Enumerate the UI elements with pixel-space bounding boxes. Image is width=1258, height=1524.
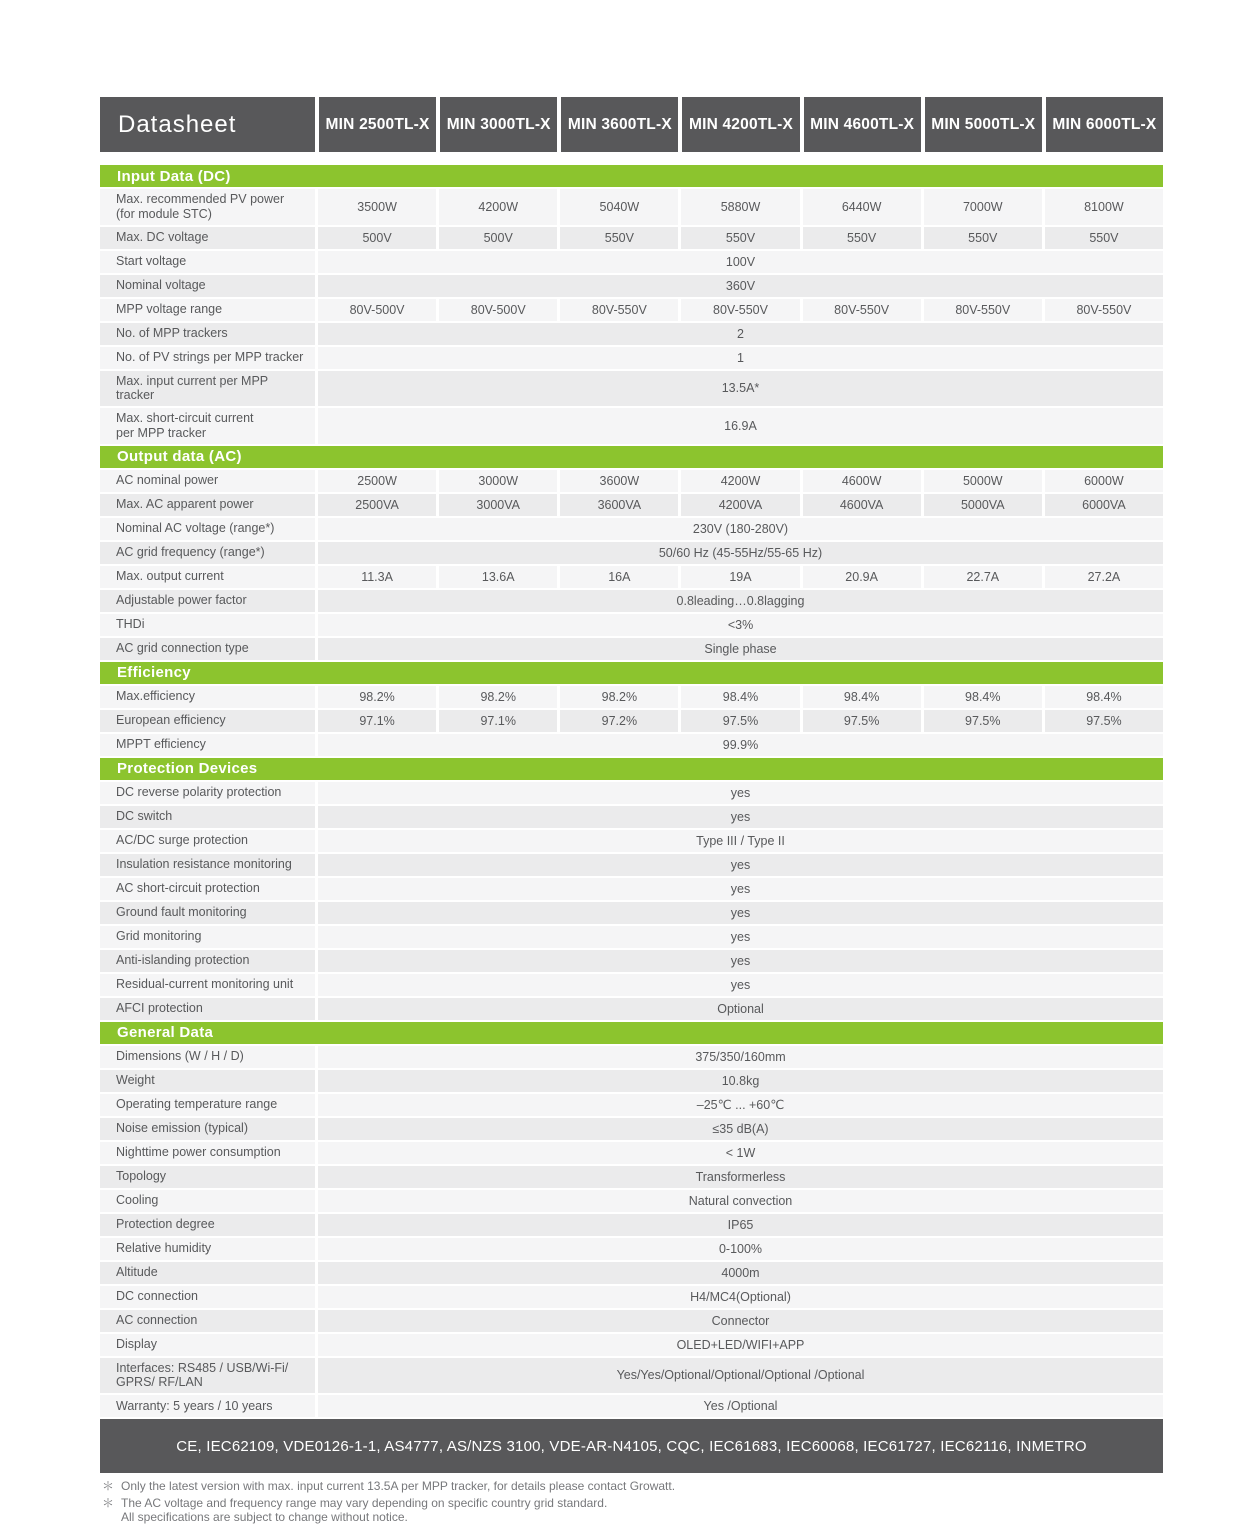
- spec-row: [100, 542, 1163, 564]
- span-value: OLED+LED/WIFI+APP: [318, 1334, 1163, 1356]
- spec-row: [100, 371, 1163, 407]
- row-label: [100, 1238, 315, 1260]
- spec-table: [100, 97, 1163, 1473]
- row-label-line: AFCI protection: [116, 1001, 203, 1016]
- footnote: [102, 1497, 1163, 1524]
- value-cell: 5040W: [560, 189, 678, 225]
- row-label: [100, 998, 315, 1020]
- model-header: MIN 3600TL-X: [561, 97, 678, 152]
- row-label: [100, 1190, 315, 1212]
- row-label-line: Residual-current monitoring unit: [116, 977, 294, 992]
- span-value: 99.9%: [318, 734, 1163, 756]
- row-label-line: No. of MPP trackers: [116, 326, 228, 341]
- row-label-line: Warranty: 5 years / 10 years: [116, 1398, 273, 1413]
- section-title: Protection Devices: [117, 760, 258, 777]
- row-label-line: Relative humidity: [116, 1241, 212, 1256]
- spec-row: [100, 830, 1163, 852]
- span-value: <3%: [318, 614, 1163, 636]
- value-cell: 7000W: [924, 189, 1042, 225]
- spec-row: [100, 1214, 1163, 1236]
- value-cell: 80V-550V: [803, 299, 921, 321]
- row-label: [100, 614, 315, 636]
- value-cell: 6440W: [803, 189, 921, 225]
- row-label-line: AC connection: [116, 1313, 198, 1328]
- value-cell: 97.5%: [924, 710, 1042, 732]
- section-header: [100, 662, 1163, 684]
- spec-row: [100, 251, 1163, 273]
- value-cell: 97.1%: [318, 710, 436, 732]
- value-cell: 550V: [681, 227, 799, 249]
- spec-row: [100, 710, 1163, 732]
- span-value: Connector: [318, 1310, 1163, 1332]
- row-label-line: Max.efficiency: [116, 689, 195, 704]
- row-label: [100, 686, 315, 708]
- row-label: [100, 806, 315, 828]
- row-values: [318, 686, 1163, 708]
- span-value: –25℃ ... +60℃: [318, 1094, 1163, 1116]
- value-cell: 2500W: [318, 470, 436, 492]
- value-cell: 550V: [924, 227, 1042, 249]
- span-value: Yes/Yes/Optional/Optional/Optional /Optional: [318, 1358, 1163, 1394]
- value-cell: 98.4%: [681, 686, 799, 708]
- spec-row: [100, 1166, 1163, 1188]
- row-label: [100, 590, 315, 612]
- row-label: [100, 638, 315, 660]
- row-label: [100, 470, 315, 492]
- row-label: [100, 227, 315, 249]
- row-label-line: Start voltage: [116, 254, 187, 269]
- value-cell: 97.1%: [439, 710, 557, 732]
- row-label: [100, 710, 315, 732]
- row-label: [100, 371, 315, 407]
- value-cell: 27.2A: [1045, 566, 1163, 588]
- value-cell: 4200VA: [681, 494, 799, 516]
- value-cell: 3000VA: [439, 494, 557, 516]
- row-label-line: Operating temperature range: [116, 1097, 278, 1112]
- row-label-line2: per MPP tracker: [116, 425, 207, 440]
- footnote-marker: ＊: [102, 1496, 115, 1511]
- span-value: 0-100%: [318, 1238, 1163, 1260]
- row-label: [100, 1334, 315, 1356]
- value-cell: 98.4%: [803, 686, 921, 708]
- section-title: Efficiency: [117, 664, 191, 681]
- span-value: yes: [318, 950, 1163, 972]
- value-cell: 80V-550V: [924, 299, 1042, 321]
- span-value: yes: [318, 974, 1163, 996]
- row-label: [100, 1166, 315, 1188]
- footnote-text: The AC voltage and frequency range may vary depending on specific country grid standard. All specifications are subject to change without notice.: [121, 1496, 608, 1524]
- row-label: [100, 1094, 315, 1116]
- footnote-text: Only the latest version with max. input current 13.5A per MPP tracker, for details please contact Growatt.: [121, 1479, 676, 1493]
- model-header: MIN 3000TL-X: [440, 97, 557, 152]
- row-values: [318, 227, 1163, 249]
- model-header: MIN 4200TL-X: [682, 97, 799, 152]
- spec-row: [100, 806, 1163, 828]
- span-value: yes: [318, 806, 1163, 828]
- row-label: [100, 566, 315, 588]
- value-cell: 6000VA: [1045, 494, 1163, 516]
- row-label: [100, 854, 315, 876]
- value-cell: 550V: [803, 227, 921, 249]
- spec-row: [100, 1190, 1163, 1212]
- value-cell: 500V: [318, 227, 436, 249]
- row-label: [100, 902, 315, 924]
- value-cell: 6000W: [1045, 470, 1163, 492]
- value-cell: 98.4%: [1045, 686, 1163, 708]
- row-label-line: Max. DC voltage: [116, 230, 209, 245]
- value-cell: 3500W: [318, 189, 436, 225]
- footnote: [102, 1480, 1163, 1493]
- span-value: 1: [318, 347, 1163, 369]
- row-label-line: AC/DC surge protection: [116, 833, 249, 848]
- row-label-line: Max. output current: [116, 569, 224, 584]
- row-label-line: Weight: [116, 1073, 155, 1088]
- value-cell: 2500VA: [318, 494, 436, 516]
- spec-row: [100, 614, 1163, 636]
- datasheet-title: Datasheet: [100, 97, 315, 152]
- value-cell: 5880W: [681, 189, 799, 225]
- section-header: [100, 446, 1163, 468]
- row-label: [100, 1142, 315, 1164]
- row-label-line2: GPRS/ RF/LAN: [116, 1375, 203, 1390]
- spec-row: [100, 974, 1163, 996]
- row-label-line: No. of PV strings per MPP tracker: [116, 350, 304, 365]
- spec-row: [100, 1358, 1163, 1394]
- value-cell: 97.5%: [681, 710, 799, 732]
- value-cell: 5000W: [924, 470, 1042, 492]
- row-label-line: MPP voltage range: [116, 302, 223, 317]
- model-header: MIN 6000TL-X: [1046, 97, 1163, 152]
- span-value: 2: [318, 323, 1163, 345]
- spec-row: [100, 227, 1163, 249]
- row-label-line: Ground fault monitoring: [116, 905, 247, 920]
- value-cell: 80V-500V: [439, 299, 557, 321]
- value-cell: 3600W: [560, 470, 678, 492]
- row-label: [100, 1310, 315, 1332]
- value-cell: 97.5%: [803, 710, 921, 732]
- row-label: [100, 1214, 315, 1236]
- spec-row: [100, 1238, 1163, 1260]
- row-values: [318, 299, 1163, 321]
- value-cell: 98.2%: [318, 686, 436, 708]
- span-value: Optional: [318, 998, 1163, 1020]
- spec-row: [100, 590, 1163, 612]
- spec-row: [100, 878, 1163, 900]
- value-cell: 80V-500V: [318, 299, 436, 321]
- row-values: [318, 494, 1163, 516]
- spec-row: [100, 998, 1163, 1020]
- section-title: General Data: [117, 1024, 214, 1041]
- spec-row: [100, 518, 1163, 540]
- row-label-line: AC nominal power: [116, 473, 219, 488]
- spec-row: [100, 1118, 1163, 1140]
- row-label-line: DC connection: [116, 1289, 198, 1304]
- span-value: < 1W: [318, 1142, 1163, 1164]
- row-label-line: Max. recommended PV power: [116, 192, 285, 206]
- span-value: 360V: [318, 275, 1163, 297]
- row-values: [318, 710, 1163, 732]
- row-label: [100, 1358, 315, 1394]
- spec-row: [100, 566, 1163, 588]
- spec-row: [100, 1286, 1163, 1308]
- spec-row: [100, 470, 1163, 492]
- spec-row: [100, 347, 1163, 369]
- row-label-line: Anti-islanding protection: [116, 953, 250, 968]
- row-label-line: Noise emission (typical): [116, 1121, 248, 1136]
- section-title: Input Data (DC): [117, 167, 231, 185]
- spec-row: [100, 494, 1163, 516]
- value-cell: 16A: [560, 566, 678, 588]
- row-label: [100, 1262, 315, 1284]
- span-value: Transformerless: [318, 1166, 1163, 1188]
- value-cell: 20.9A: [803, 566, 921, 588]
- row-label: [100, 1070, 315, 1092]
- row-label-line: Dimensions (W / H / D): [116, 1049, 244, 1064]
- value-cell: 5000VA: [924, 494, 1042, 516]
- span-value: yes: [318, 878, 1163, 900]
- row-label-line: Max. short-circuit current: [116, 411, 254, 425]
- span-value: 100V: [318, 251, 1163, 273]
- value-cell: 4200W: [439, 189, 557, 225]
- value-cell: 13.6A: [439, 566, 557, 588]
- row-label: [100, 782, 315, 804]
- row-label: [100, 926, 315, 948]
- spec-row: [100, 686, 1163, 708]
- row-label: [100, 830, 315, 852]
- row-label-line: DC reverse polarity protection: [116, 785, 282, 800]
- spec-row: [100, 299, 1163, 321]
- row-label-line: AC grid connection type: [116, 641, 249, 656]
- span-value: 10.8kg: [318, 1070, 1163, 1092]
- row-label: [100, 251, 315, 273]
- model-header: MIN 5000TL-X: [925, 97, 1042, 152]
- row-label-line: European efficiency: [116, 713, 226, 728]
- span-value: yes: [318, 902, 1163, 924]
- row-label: [100, 494, 315, 516]
- certification-bar: CE, IEC62109, VDE0126-1-1, AS4777, AS/NZS 3100, VDE-AR-N4105, CQC, IEC61683, IEC60068, IEC61727, IEC62116, INMETRO: [100, 1419, 1163, 1473]
- spec-row: [100, 950, 1163, 972]
- span-value: 375/350/160mm: [318, 1046, 1163, 1068]
- row-label: [100, 878, 315, 900]
- span-value: 16.9A: [318, 408, 1163, 444]
- spec-row: [100, 638, 1163, 660]
- row-label-line: AC short-circuit protection: [116, 881, 260, 896]
- value-cell: 19A: [681, 566, 799, 588]
- row-label-line: Cooling: [116, 1193, 159, 1208]
- row-label: [100, 275, 315, 297]
- value-cell: 98.2%: [560, 686, 678, 708]
- row-label-line2: (for module STC): [116, 206, 212, 221]
- value-cell: 80V-550V: [681, 299, 799, 321]
- row-label-line: Display: [116, 1337, 157, 1352]
- row-values: [318, 470, 1163, 492]
- row-label: [100, 542, 315, 564]
- value-cell: 4200W: [681, 470, 799, 492]
- row-label: [100, 1046, 315, 1068]
- row-label-line: MPPT efficiency: [116, 737, 206, 752]
- spec-row: [100, 854, 1163, 876]
- span-value: 230V (180-280V): [318, 518, 1163, 540]
- span-value: yes: [318, 854, 1163, 876]
- span-value: yes: [318, 926, 1163, 948]
- sections: [100, 165, 1163, 1417]
- row-label-line: Max. input current per MPP tracker: [116, 373, 268, 403]
- row-label: [100, 347, 315, 369]
- value-cell: 11.3A: [318, 566, 436, 588]
- value-cell: 3600VA: [560, 494, 678, 516]
- row-label: [100, 408, 315, 444]
- row-label: [100, 299, 315, 321]
- value-cell: 550V: [560, 227, 678, 249]
- row-label: [100, 950, 315, 972]
- row-label: [100, 1395, 315, 1417]
- spec-row: [100, 275, 1163, 297]
- span-value: 13.5A*: [318, 371, 1163, 407]
- span-value: IP65: [318, 1214, 1163, 1236]
- table-header-row: [100, 97, 1163, 152]
- value-cell: 500V: [439, 227, 557, 249]
- value-cell: 4600W: [803, 470, 921, 492]
- footnote-marker: ＊: [102, 1479, 115, 1493]
- row-label-line: Interfaces: RS485 / USB/Wi-Fi/: [116, 1360, 289, 1375]
- spec-row: [100, 1334, 1163, 1356]
- span-value: 4000m: [318, 1262, 1163, 1284]
- value-cell: 97.5%: [1045, 710, 1163, 732]
- row-label-line: THDi: [116, 617, 145, 632]
- row-label-line: AC grid frequency (range*): [116, 545, 265, 560]
- value-cell: 80V-550V: [560, 299, 678, 321]
- row-label-line: Nominal voltage: [116, 278, 206, 293]
- row-label: [100, 518, 315, 540]
- row-label: [100, 734, 315, 756]
- spec-row: [100, 189, 1163, 225]
- value-cell: 80V-550V: [1045, 299, 1163, 321]
- row-label-line: Max. AC apparent power: [116, 497, 254, 512]
- spec-row: [100, 1310, 1163, 1332]
- span-value: Natural convection: [318, 1190, 1163, 1212]
- value-cell: 550V: [1045, 227, 1163, 249]
- value-cell: 98.2%: [439, 686, 557, 708]
- row-label-line: Adjustable power factor: [116, 593, 247, 608]
- span-value: yes: [318, 782, 1163, 804]
- span-value: H4/MC4(Optional): [318, 1286, 1163, 1308]
- row-label: [100, 189, 315, 225]
- row-label-line: Insulation resistance monitoring: [116, 857, 292, 872]
- value-cell: 22.7A: [924, 566, 1042, 588]
- spec-row: [100, 1142, 1163, 1164]
- row-label-line: Nominal AC voltage (range*): [116, 521, 275, 536]
- model-header: MIN 4600TL-X: [804, 97, 921, 152]
- row-values: [318, 189, 1163, 225]
- value-cell: 3000W: [439, 470, 557, 492]
- section-title: Output data (AC): [117, 448, 242, 465]
- spec-row: [100, 1262, 1163, 1284]
- row-label-line: Nighttime power consumption: [116, 1145, 281, 1160]
- section-header: [100, 1022, 1163, 1044]
- value-cell: 97.2%: [560, 710, 678, 732]
- row-label-line: Altitude: [116, 1265, 158, 1280]
- span-value: 0.8leading…0.8lagging: [318, 590, 1163, 612]
- row-label: [100, 1118, 315, 1140]
- row-label: [100, 323, 315, 345]
- value-cell: 4600VA: [803, 494, 921, 516]
- span-value: Single phase: [318, 638, 1163, 660]
- row-label-line: DC switch: [116, 809, 173, 824]
- span-value: 50/60 Hz (45-55Hz/55-65 Hz): [318, 542, 1163, 564]
- spec-row: [100, 1070, 1163, 1092]
- footnotes: [102, 1480, 1163, 1524]
- spec-row: [100, 1395, 1163, 1417]
- span-value: Yes /Optional: [318, 1395, 1163, 1417]
- value-cell: 98.4%: [924, 686, 1042, 708]
- spec-row: [100, 926, 1163, 948]
- section-header: [100, 165, 1163, 187]
- span-value: Type III / Type II: [318, 830, 1163, 852]
- spec-row: [100, 902, 1163, 924]
- spec-row: [100, 734, 1163, 756]
- model-header: MIN 2500TL-X: [319, 97, 436, 152]
- row-label-line: Topology: [116, 1169, 167, 1184]
- spec-row: [100, 782, 1163, 804]
- section-header: [100, 758, 1163, 780]
- spec-row: [100, 1046, 1163, 1068]
- row-label-line: Grid monitoring: [116, 929, 202, 944]
- span-value: ≤35 dB(A): [318, 1118, 1163, 1140]
- spec-row: [100, 408, 1163, 444]
- value-cell: 8100W: [1045, 189, 1163, 225]
- spec-row: [100, 1094, 1163, 1116]
- row-label: [100, 1286, 315, 1308]
- row-label: [100, 974, 315, 996]
- spec-row: [100, 323, 1163, 345]
- row-values: [318, 566, 1163, 588]
- row-label-line: Protection degree: [116, 1217, 215, 1232]
